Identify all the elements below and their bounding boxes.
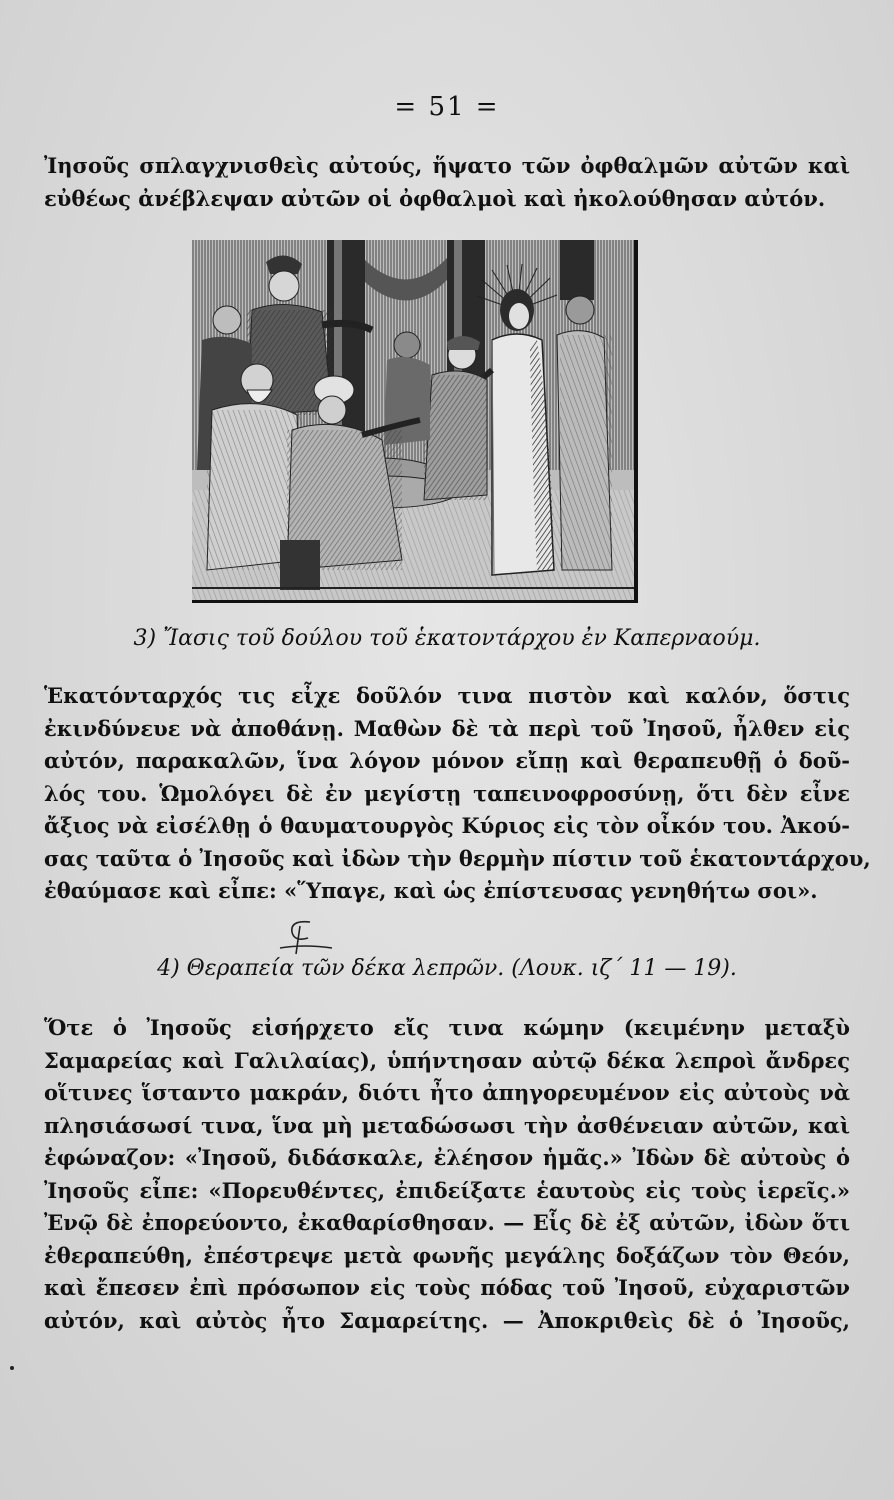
paragraph-1 — [44, 150, 850, 215]
text-line: σας ταῦτα ὁ Ἰησοῦς καὶ ἰδὼν τὴν θερμὴν πίστιν τοῦ ἑκατοντάρχου, — [44, 845, 871, 871]
text-line: Ἰησοῦς εἶπε: «Πορευθέντες, ἐπιδείξατε ἑαυτοὺς εἰς τοὺς ἱερεῖς.» — [44, 1177, 850, 1203]
ornament-flourish-icon — [270, 918, 340, 958]
text-line: Σαμαρείας καὶ Γαλιλαίας), ὑπήντησαν αὐτῷ δέκα λεπροὶ ἄνδρες — [44, 1047, 850, 1073]
text-line: καὶ ἔπεσεν ἐπὶ πρόσωπον εἰς τοὺς πόδας τοῦ Ἰησοῦ, εὐχαριστῶν — [44, 1275, 850, 1300]
illustration — [192, 240, 638, 603]
page-number: = 51 = — [394, 92, 500, 122]
text-line: οἵτινες ἵσταντο μακράν, διότι ἦτο ἀπηγορευμένον εἰς αὐτοὺς νὰ — [44, 1080, 850, 1105]
text-line: ἄξιος νὰ εἰσέλθῃ ὁ θαυματουργὸς Κύριος εἰς τὸν οἶκόν του. Ἀκού- — [44, 813, 850, 838]
text-line: Ἑκατόνταρχός τις εἶχε δοῦλόν τινα πιστὸν καὶ καλόν, ὅστις — [44, 683, 850, 708]
text-line: λός του. Ὡμολόγει δὲ ἐν μεγίστῃ ταπεινοφροσύνῃ, ὅτι δὲν εἶνε — [44, 780, 850, 806]
text-line: Ὅτε ὁ Ἰησοῦς εἰσήρχετο εἴς τινα κώμην (κειμένην μεταξὺ — [44, 1015, 850, 1040]
text-line: Ἰησοῦς σπλαγχνισθεὶς αὐτούς, ἥψατο τῶν ὀφθαλμῶν αὐτῶν καὶ — [44, 153, 850, 178]
paragraph-3 — [44, 1012, 850, 1337]
paragraph-2 — [44, 680, 871, 908]
text-line: Ἐνῷ δὲ ἐπορεύοντο, ἐκαθαρίσθησαν. — Εἷς δὲ ἐξ αὐτῶν, ἰδὼν ὅτι — [44, 1210, 850, 1235]
text-line: πλησιάσωσί τινα, ἵνα μὴ μεταδώσωσι τὴν ἀσθένειαν αὐτῶν, καὶ — [44, 1112, 850, 1138]
text-line: αὐτόν, καὶ αὐτὸς ἦτο Σαμαρείτης. — Ἀποκριθεὶς δὲ ὁ Ἰησοῦς, — [44, 1307, 850, 1333]
ink-speck — [10, 1366, 14, 1370]
engraving-jesus-healing-icon — [192, 240, 634, 600]
text-line: ἐθαύμασε καὶ εἶπε: «Ὕπαγε, καὶ ὡς ἐπίστευσας γενηθήτω σοι». — [44, 878, 818, 903]
text-line: εὐθέως ἀνέβλεψαν αὐτῶν οἱ ὀφθαλμοὶ καὶ ἠκολούθησαν αὐτόν. — [44, 185, 826, 211]
text-line: ἐκινδύνευε νὰ ἀποθάνῃ. Μαθὼν δὲ τὰ περὶ τοῦ Ἰησοῦ, ἦλθεν εἰς — [44, 715, 850, 741]
text-line: αὐτόν, παρακαλῶν, ἵνα λόγον μόνον εἴπῃ καὶ θεραπευθῇ ὁ δοῦ- — [44, 748, 850, 773]
text-line: ἐθεραπεύθη, ἐπέστρεψε μετὰ φωνῆς μεγάλης δοξάζων τὸν Θεόν, — [44, 1242, 850, 1268]
text-line: ἐφώναζον: «Ἰησοῦ, διδάσκαλε, ἐλέησον ἡμᾶς.» Ἰδὼν δὲ αὐτοὺς ὁ — [44, 1145, 850, 1170]
section-heading-3: 3) Ἴασις τοῦ δούλου τοῦ ἑκατοντάρχου ἐν Καπερναούμ. — [133, 626, 761, 651]
section-heading-4: 4) Θεραπεία τῶν δέκα λεπρῶν. (Λουκ. ιζ΄ 11 — 19). — [157, 956, 737, 981]
